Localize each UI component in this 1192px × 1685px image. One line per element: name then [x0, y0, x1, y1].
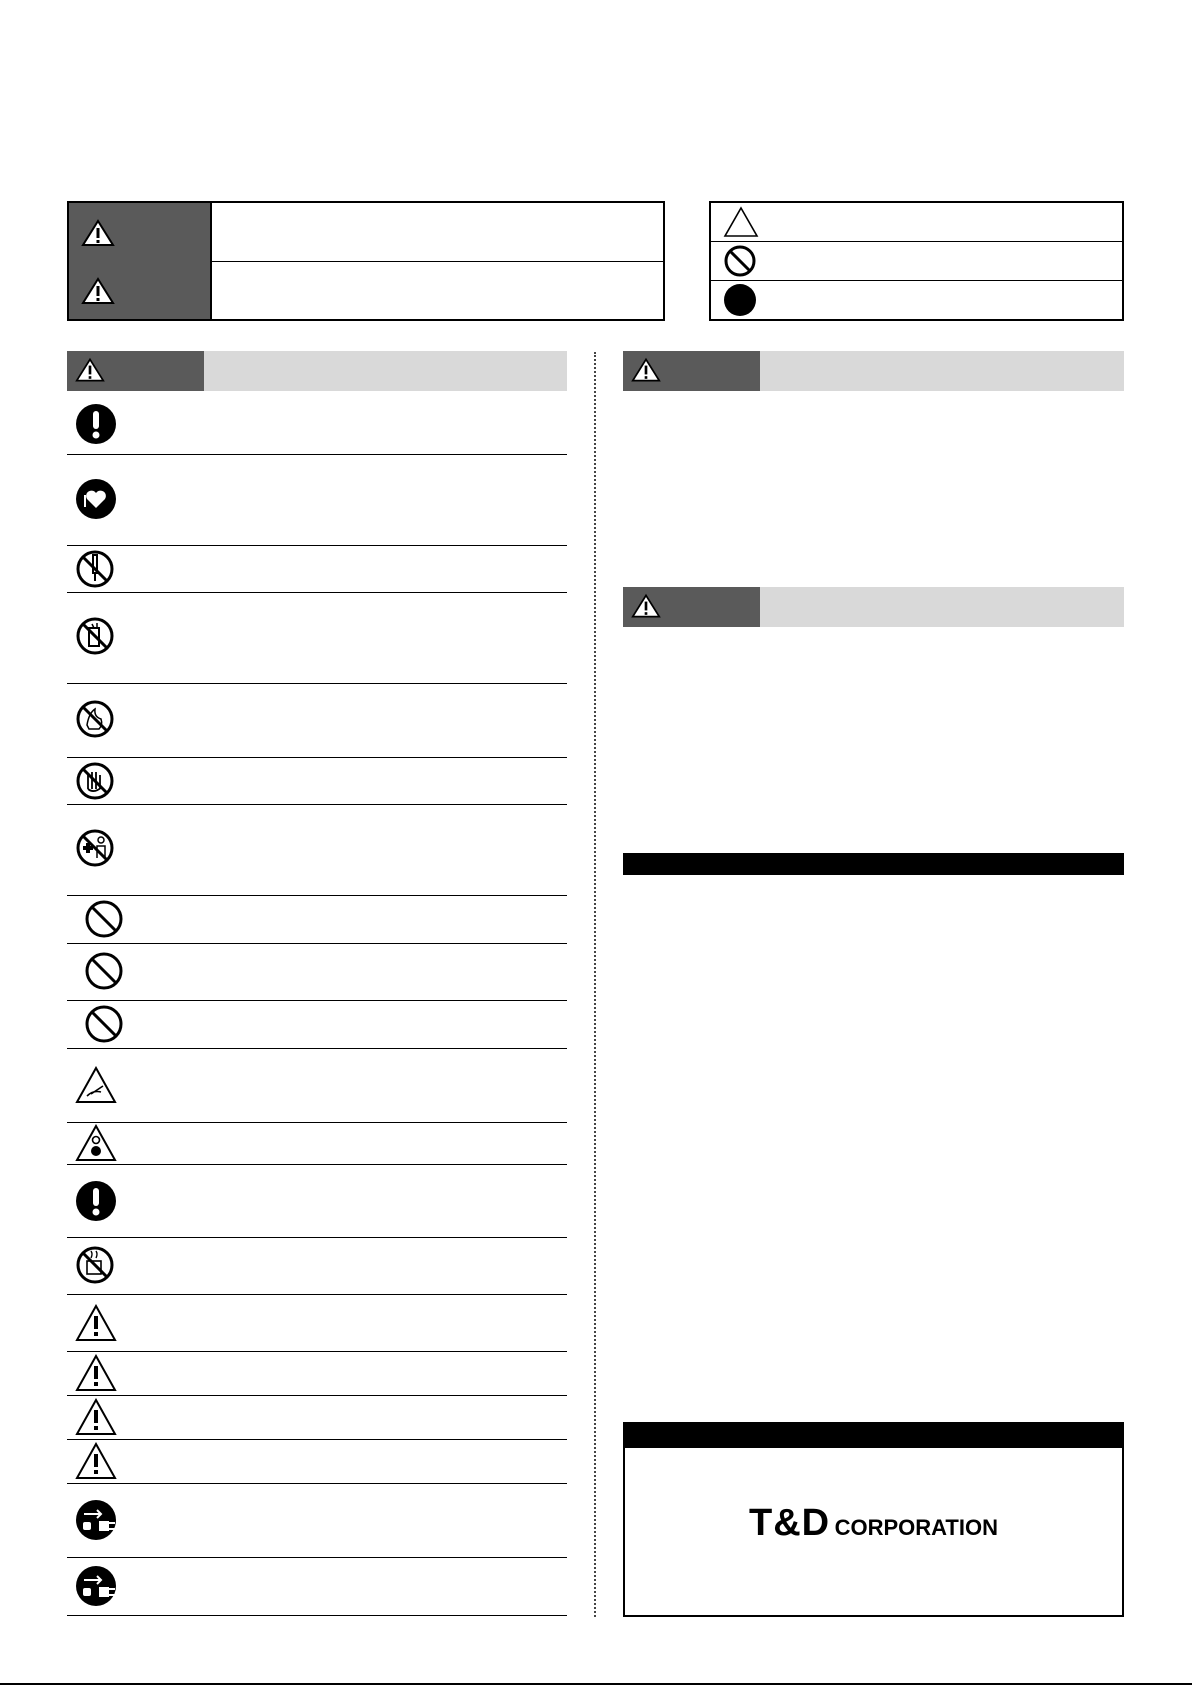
list-item: [67, 1439, 567, 1484]
list-item: [67, 1164, 567, 1238]
legend-row-prohibited-symbol: [711, 241, 1122, 281]
signal-word-legend: [67, 201, 665, 321]
list-item: [67, 1557, 567, 1616]
unplug-icon: [75, 1499, 117, 1541]
mandatory-filled-circle-icon: [723, 283, 757, 317]
list-item: [67, 391, 567, 455]
prohibited-icon: [84, 1004, 124, 1044]
caution-triangle-icon: [75, 1398, 117, 1436]
unplug-icon: [75, 1565, 117, 1607]
no-wet-hands-icon: [75, 761, 115, 801]
warning-triangle-icon: [631, 356, 661, 384]
no-disassembly-icon: [75, 549, 115, 589]
no-high-temperature-icon: [75, 1245, 115, 1285]
list-item: [67, 454, 567, 546]
legend-label-warning: [69, 203, 212, 261]
mandatory-exclamation-icon: [75, 1180, 117, 1222]
section-tag: [623, 351, 760, 391]
column-divider: [594, 352, 596, 1617]
legend-label-caution: [69, 261, 212, 319]
caution-triangle-icon: [75, 1442, 117, 1480]
company-box-header: [625, 1424, 1122, 1448]
prohibited-icon: [84, 951, 124, 991]
prohibited-icon: [723, 244, 757, 278]
list-item: [67, 592, 567, 684]
company-name-main: T&D: [749, 1502, 831, 1544]
list-item: [67, 1351, 567, 1396]
caution-triangle-icon: [75, 1354, 117, 1392]
warning-triangle-icon: [631, 592, 661, 620]
prohibited-icon: [84, 899, 124, 939]
company-name: [625, 1502, 1122, 1545]
pacemaker-heart-icon: [75, 478, 117, 520]
section-tag: [67, 351, 204, 391]
caution-triangle-icon: [723, 206, 759, 238]
legend-row-mandatory-symbol: [711, 280, 1122, 319]
legend-row-caution: [69, 261, 663, 319]
right-section-header-2: [623, 587, 1124, 627]
list-item: [67, 757, 567, 805]
list-item: [67, 943, 567, 1001]
list-item: [67, 683, 567, 758]
no-fire-icon: [75, 699, 115, 739]
child-warning-icon: [75, 1124, 117, 1162]
list-item: [67, 1237, 567, 1295]
legend-row-warning: [69, 203, 663, 262]
no-water-contact-icon: [75, 616, 115, 656]
list-item: [67, 804, 567, 896]
company-box: [623, 1422, 1124, 1617]
pinch-hazard-icon: [75, 1066, 117, 1104]
list-item: [67, 1395, 567, 1440]
mandatory-exclamation-icon: [75, 403, 117, 445]
warning-triangle-icon: [75, 356, 105, 384]
warning-triangle-icon: [81, 219, 115, 247]
list-item: [67, 545, 567, 593]
left-section-header: [67, 351, 567, 391]
section-tag: [623, 587, 760, 627]
list-item: [67, 1294, 567, 1352]
list-item: [67, 1122, 567, 1165]
company-name-suffix: CORPORATION: [834, 1515, 998, 1540]
caution-triangle-icon: [75, 1304, 117, 1342]
legend-row-caution-symbol: [711, 203, 1122, 242]
right-section-header-1: [623, 351, 1124, 391]
no-medical-equipment-icon: [75, 828, 115, 868]
warning-triangle-icon: [81, 277, 115, 305]
list-item: [67, 1483, 567, 1558]
list-item: [67, 1000, 567, 1049]
section-bar: [623, 853, 1124, 875]
symbol-legend: [709, 201, 1124, 321]
list-item: [67, 895, 567, 944]
list-item: [67, 1048, 567, 1123]
